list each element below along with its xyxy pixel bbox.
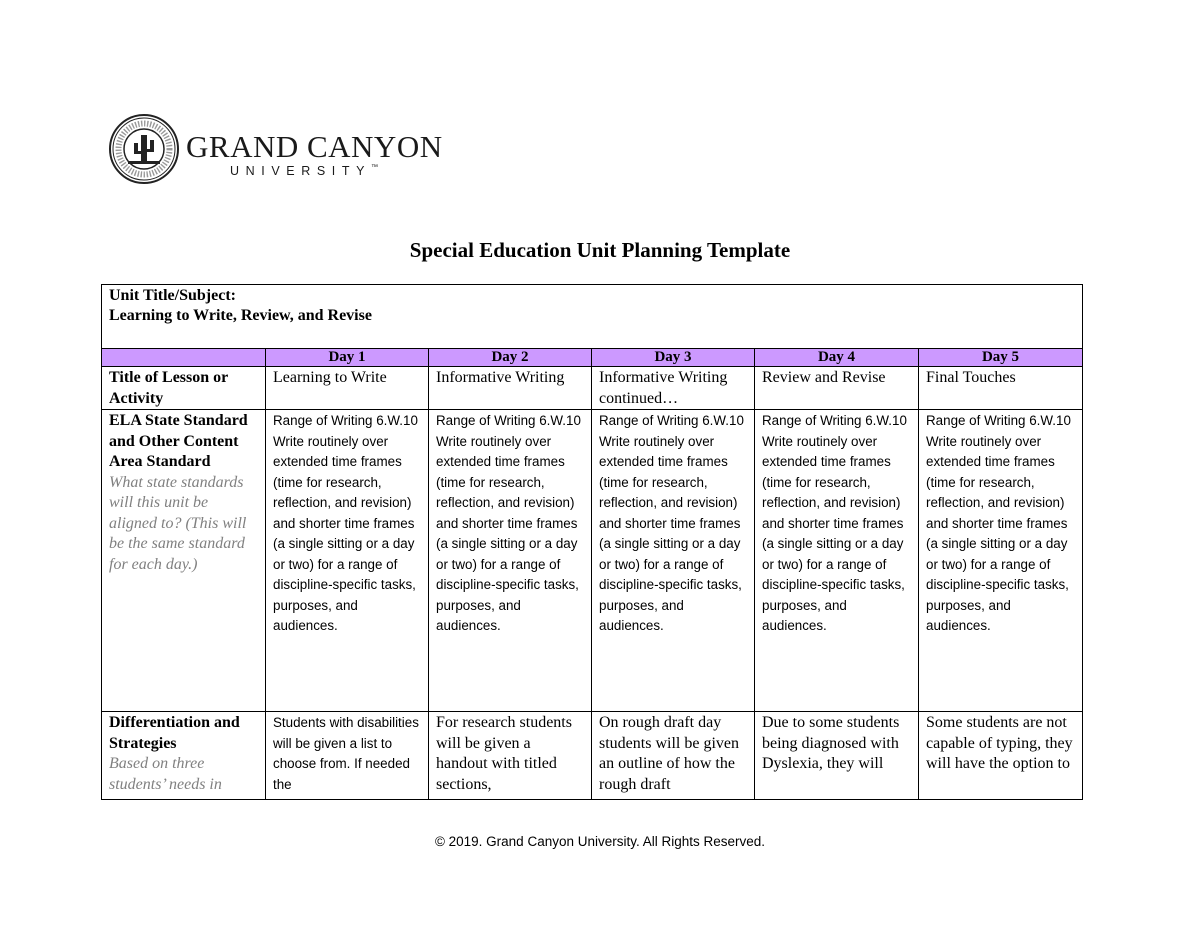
lesson-title-day-4: Review and Revise (755, 367, 919, 410)
standard-hint: What state standards will this unit be aligned to? (This will be the same standard for each day.) (109, 473, 247, 573)
lesson-title-day-3: Informative Writing continued… (592, 367, 755, 410)
lesson-title-row (102, 367, 1083, 410)
day-1-header: Day 1 (266, 349, 429, 367)
unit-title-cell (102, 285, 1083, 349)
differentiation-day-5: Some students are not capable of typing, they will have the option to (919, 712, 1083, 800)
differentiation-day-4: Due to some students being diagnosed with Dyslexia, they will (755, 712, 919, 800)
differentiation-day-2: For research students will be given a handout with titled sections, (429, 712, 592, 800)
lesson-title-day-2: Informative Writing (429, 367, 592, 410)
document-title: Special Education Unit Planning Template (409, 238, 791, 262)
standard-day-3: Range of Writing 6.W.10 Write routinely over extended time frames (time for research, reflection, and revision) and shorter time frames (a single sitting or a day or two) for a range of discipline-specific tasks, purposes, and audiences. (592, 410, 755, 712)
differentiation-hint: Based on three students’ needs in (109, 755, 222, 793)
standard-day-4: Range of Writing 6.W.10 Write routinely over extended time frames (time for research, reflection, and revision) and shorter time frames (a single sitting or a day or two) for a range of discipline-specific tasks, purposes, and audiences. (755, 410, 919, 712)
lesson-title-label: Title of Lesson or Activity (102, 367, 266, 410)
standard-day-5: Range of Writing 6.W.10 Write routinely over extended time frames (time for research, reflection, and revision) and shorter time frames (a single sitting or a day or two) for a range of discipline-specific tasks, purposes, and audiences. (919, 410, 1083, 712)
day-5-header: Day 5 (919, 349, 1083, 367)
logo-subword: UNIVERSITY™ (230, 164, 379, 178)
standard-label: ELA State Standard and Other Content Area Standard (109, 412, 248, 470)
day-header-row (102, 349, 1083, 367)
differentiation-row (102, 712, 1083, 800)
gcu-logo (108, 113, 443, 183)
standard-label-cell (102, 410, 266, 712)
day-header-blank (102, 349, 266, 367)
standard-day-1: Range of Writing 6.W.10 Write routinely over extended time frames (time for research, reflection, and revision) and shorter time frames (a single sitting or a day or two) for a range of discipline-specific tasks, purposes, and audiences. (266, 410, 429, 712)
differentiation-day-3: On rough draft day students will be given an outline of how the rough draft (592, 712, 755, 800)
logo-wordmark: GRAND CANYON (186, 129, 443, 164)
unit-title-label: Unit Title/Subject: (109, 287, 236, 304)
unit-title-value: Learning to Write, Review, and Revise (109, 307, 372, 324)
standard-day-2: Range of Writing 6.W.10 Write routinely over extended time frames (time for research, reflection, and revision) and shorter time frames (a single sitting or a day or two) for a range of discipline-specific tasks, purposes, and audiences. (429, 410, 592, 712)
standard-row (102, 410, 1083, 712)
unit-planning-table (101, 284, 1083, 800)
differentiation-day-1: Students with disabilities will be given a list to choose from. If needed the (266, 712, 429, 800)
unit-title-row (102, 285, 1083, 349)
day-2-header: Day 2 (429, 349, 592, 367)
lesson-title-day-1: Learning to Write (266, 367, 429, 410)
day-3-header: Day 3 (592, 349, 755, 367)
differentiation-label-cell (102, 712, 266, 800)
copyright-footer: © 2019. Grand Canyon University. All Rights Reserved. (434, 834, 766, 849)
lesson-title-day-5: Final Touches (919, 367, 1083, 410)
differentiation-label: Differentiation and Strategies (109, 714, 240, 752)
gcu-seal-icon (108, 113, 180, 185)
day-4-header: Day 4 (755, 349, 919, 367)
